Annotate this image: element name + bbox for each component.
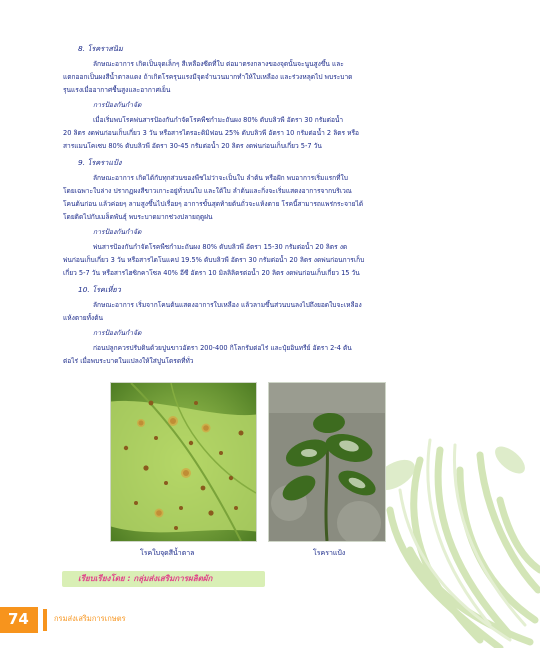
- figure-caption-leaf-spot: โรคใบจุดสีน้ำตาล: [140, 549, 195, 557]
- powdery-mildew-image: [269, 383, 385, 541]
- section-9-symptom-line: โดยติดไปกับเมล็ดพันธุ์ พบระบาดมากช่วงปลายฤดูฝน: [63, 213, 213, 221]
- section-10-protection-line: ก่อนปลูกควรปรับดินด้วยปูนขาวอัตรา 200-400 กิโลกรัมต่อไร่ และปุ๋ยอินทรีย์ อัตรา 2-4 ตัน: [93, 344, 352, 352]
- figure-caption-powdery-mildew: โรคราแป้ง: [313, 549, 346, 557]
- section-9-protection-line: เกี่ยว 5-7 วัน หรือสารไฮซิกคาโซล 40% อีซี อัตรา 10 มิลลิลิตรต่อน้ำ 20 ลิตร งดพ่นก่อนเก็บเกี่ยว 15 วัน: [63, 269, 360, 277]
- leaf-spot-photo: [110, 382, 257, 542]
- section-9-protection-line: พ่นก่อนเก็บเกี่ยว 3 วัน หรือสารไดโนแคป 19.5% ดับบลิวพี อัตรา 30 กรัมต่อน้ำ 20 ลิตร งดพ่นก่อนการเก็บ: [63, 256, 365, 264]
- footer-divider: [43, 609, 47, 631]
- page-number-box: [0, 607, 38, 633]
- section-10-heading: 10. โรคเหี่ยว: [78, 285, 121, 294]
- section-9-protection-label: การป้องกันกำจัด: [93, 228, 142, 236]
- footer-department-name: กรมส่งเสริมการเกษตร: [54, 614, 126, 623]
- section-8-symptom-line: รุนแรงเมื่ออากาศชื้นสูงและอากาศเย็น: [63, 86, 171, 94]
- long-bean-illustration: [360, 420, 540, 648]
- powdery-mildew-photo: [268, 382, 386, 542]
- section-9-symptom-line: ลักษณะอาการ เกิดได้กับทุกส่วนของพืชไม่ว่าจะเป็นใบ ลำต้น หรือฝัก พบอาการเริ่มแรกที่ใบ: [93, 174, 348, 182]
- leaf-spot-image: [111, 383, 256, 541]
- section-10-protection-line: ต่อไร่ เมื่อพบระบาดในแปลงให้ใส่ปูนโดรดที่ทั่ว: [63, 357, 194, 365]
- section-8-symptom-line: ลักษณะอาการ เกิดเป็นจุดเล็กๆ สีเหลืองซีดที่ใบ ต่อมาตรงกลางของจุดนั้นจะนูนสูงขึ้น และ: [93, 60, 344, 68]
- section-9-symptom-line: โดยเฉพาะใบล่าง ปรากฏผงสีขาวเกาะอยู่ทั่วบนใบ และใต้ใบ ลำต้นและกิ่งจะเริ่มแสดงอาการจากบริเวณ: [63, 187, 352, 195]
- section-10-symptom-line: แห้งตายทั้งต้น: [63, 314, 104, 322]
- section-9-protection-line: พ่นสารป้องกันกำจัดโรคพืชกำมะถันผง 80% ดับบลิวพี อัตรา 15-30 กรัมต่อน้ำ 20 ลิตร งด: [93, 243, 348, 251]
- credit-box: [62, 571, 265, 587]
- section-10-protection-label: การป้องกันกำจัด: [93, 329, 142, 337]
- section-8-heading: 8. โรคราสนิม: [78, 44, 123, 53]
- section-8-protection-line: เมื่อเริ่มพบโรคพ่นสารป้องกันกำจัดโรคพืชกำมะถันผง 80% ดับบลิวพี อัตรา 30 กรัมต่อน้ำ: [93, 116, 344, 124]
- section-8-protection-line: สารแมนโคเซบ 80% ดับบลิวพี อัตรา 30-45 กรัมต่อน้ำ 20 ลิตร งดพ่นก่อนเก็บเกี่ยว 5-7 วัน: [63, 142, 322, 150]
- section-8-symptom-line: แตกออกเป็นผงสีน้ำตาลแดง ถ้าเกิดโรครุนแรงมีจุดจำนวนมากทำให้ใบเหลือง และร่วงหลุดไป พบระบาด: [63, 73, 353, 81]
- section-9-symptom-line: โคนต้นก่อน แล้วค่อยๆ ลามสูงขึ้นไปเรื่อยๆ อาการขั้นสุดท้ายต้นถั่วจะแห้งตาย โรคนี้สามารถแพร่กระจายได้: [63, 200, 364, 208]
- section-9-heading: 9. โรคราแป้ง: [78, 158, 122, 167]
- page-number: 74: [8, 610, 29, 628]
- section-8-protection-line: 20 ลิตร งดพ่นก่อนเก็บเกี่ยว 3 วัน หรือสารไตรอะดิมิฟอน 25% ดับบลิวพี อัตรา 10 กรัมต่อน้ำ 2 ลิตร หรือ: [63, 129, 360, 137]
- section-8-protection-label: การป้องกันกำจัด: [93, 101, 142, 109]
- section-10-symptom-line: ลักษณะอาการ เริ่มจากโคนต้นแสดงอาการใบเหลือง แล้วลามขึ้นส่วนบนลงไปถึงยอดใบจะเหลือง: [93, 301, 362, 309]
- credit-text: เรียบเรียงโดย : กลุ่มส่งเสริมการผลิตผัก: [78, 574, 213, 583]
